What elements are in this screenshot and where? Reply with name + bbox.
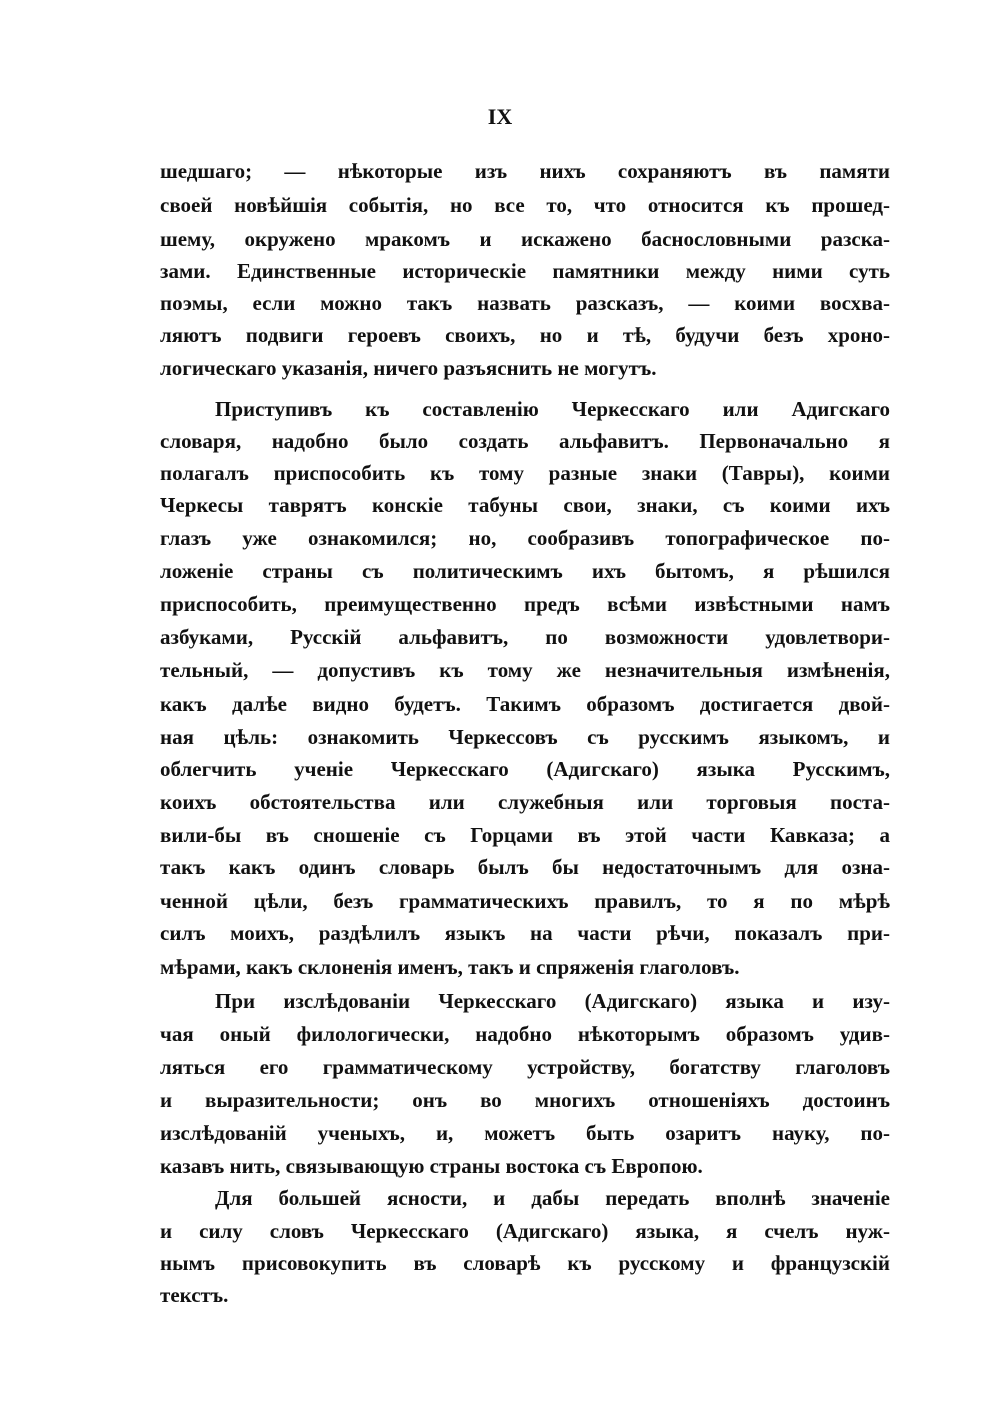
text-line: ложеніе страны съ политическимъ ихъ бытомъ, я рѣшился (160, 559, 890, 583)
text-line: вили-бы въ сношеніе съ Горцами въ этой части Кавказа; а (160, 823, 890, 847)
text-line: ченной цѣли, безъ грамматическихъ правилъ, то я по мѣрѣ (160, 889, 890, 913)
text-line: ляться его грамматическому устройству, богатству глаголовъ (160, 1055, 890, 1079)
text-line: казавъ нить, связывающую страны востока съ Европою. (160, 1154, 703, 1178)
text-line: глазъ уже ознакомился; но, сообразивъ топографическое по- (160, 526, 890, 550)
text-line: облегчить ученіе Черкесскаго (Адигскаго) языка Русскимъ, (160, 757, 890, 781)
text-line: логическаго указанія, ничего разъяснить не могутъ. (160, 356, 657, 380)
text-line: ляютъ подвиги героевъ своихъ, но и тѣ, будучи безъ хроно- (160, 323, 890, 347)
text-line: полагалъ приспособить къ тому разные знаки (Тавры), коими (160, 461, 890, 485)
text-line: такъ какъ одинъ словарь былъ бы недостаточнымъ для озна- (160, 855, 890, 879)
text-line: Приступивъ къ составленію Черкесскаго или Адигскаго (215, 397, 890, 421)
text-line: поэмы, если можно такъ назвать разсказъ, — коими восхва- (160, 291, 890, 315)
text-line: Черкесы таврятъ конскіе табуны свои, знаки, съ коими ихъ (160, 493, 890, 517)
text-line: коихъ обстоятельства или служебныя или торговыя поста- (160, 790, 890, 814)
text-line: текстъ. (160, 1283, 229, 1307)
text-line: При изслѣдованіи Черкесскаго (Адигскаго) языка и изу- (215, 989, 890, 1013)
text-line: своей новѣйшія событія, но все то, что относится къ прошед- (160, 193, 890, 217)
text-line: и выразительности; онъ во многихъ отношеніяхъ достоинъ (160, 1088, 890, 1112)
text-line: чая оный филологически, надобно нѣкоторымъ образомъ удив- (160, 1022, 890, 1046)
text-line: и силу словъ Черкесскаго (Адигскаго) языка, я счелъ нуж- (160, 1219, 890, 1243)
text-line: тельный, — допустивъ къ тому же незначительныя измѣненія, (160, 658, 890, 682)
text-line: словаря, надобно было создать альфавитъ. Первоначально я (160, 429, 890, 453)
text-line: изслѣдованій ученыхъ, и, можетъ быть озаритъ науку, по- (160, 1121, 890, 1145)
text-line: нымъ присовокупить въ словарѣ къ русскому и французскій (160, 1251, 890, 1275)
text-line: шему, окружено мракомъ и искажено баснословными разска- (160, 227, 890, 251)
text-line: Для большей ясности, и дабы передать вполнѣ значеніе (215, 1186, 890, 1210)
text-line: мѣрами, какъ склоненія именъ, такъ и спряженія глаголовъ. (160, 955, 740, 979)
text-line: ная цѣль: ознакомить Черкессовъ съ русскимъ языкомъ, и (160, 725, 890, 749)
text-line: приспособить, преимущественно предъ всѣми извѣстными намъ (160, 592, 890, 616)
text-line: зами. Единственные историческіе памятники между ними суть (160, 259, 890, 283)
page-number: IX (487, 104, 513, 129)
text-line: силъ моихъ, раздѣлилъ языкъ на части рѣчи, показалъ при- (160, 921, 890, 945)
text-line: азбуками, Русскій альфавитъ, по возможности удовлетвори- (160, 625, 890, 649)
text-line: какъ далѣе видно будетъ. Такимъ образомъ достигается двой- (160, 692, 890, 716)
text-line: шедшаго; — нѣкоторые изъ нихъ сохраняютъ въ памяти (160, 159, 890, 183)
